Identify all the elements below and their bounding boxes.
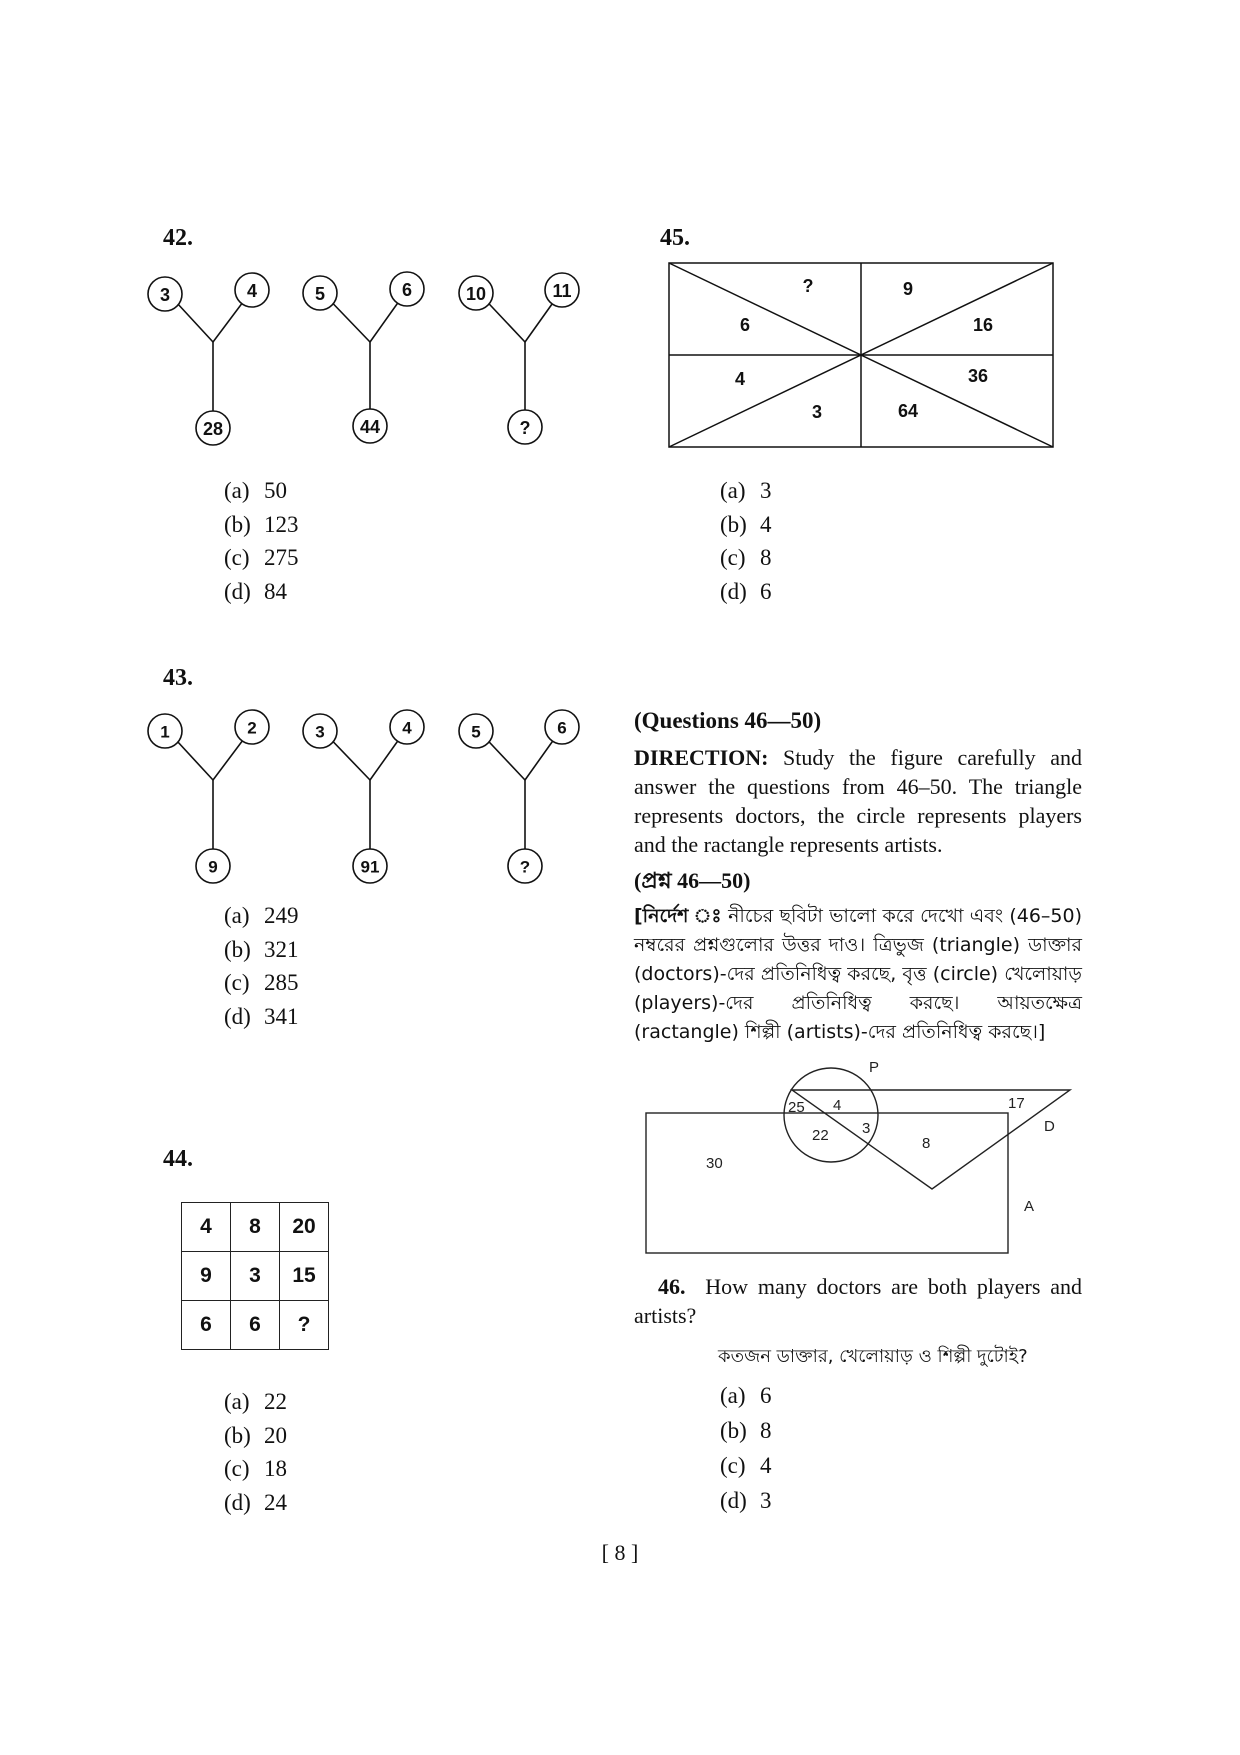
tree-value: 4 <box>246 281 258 301</box>
label-a: A <box>1024 1198 1035 1215</box>
question-46-text: How many doctors are both players and artists? <box>634 1274 1082 1328</box>
option-b[interactable]: (b) 321 <box>224 936 299 962</box>
grid-cell: 6 <box>231 1301 280 1350</box>
venn-figure <box>640 1060 1080 1260</box>
tree-value: 3 <box>315 722 325 742</box>
option-c[interactable]: (c) 18 <box>224 1456 287 1481</box>
region-value: 17 <box>1008 1095 1025 1112</box>
section-heading-bn: (প্রশ্ন 46—50) <box>634 868 751 893</box>
cell-value: 36 <box>967 366 989 386</box>
region-value: 4 <box>833 1097 842 1114</box>
question-42-number: 42. <box>163 225 193 251</box>
option-d[interactable]: (d) 24 <box>224 1489 287 1515</box>
option-c[interactable]: (c) 285 <box>224 970 299 995</box>
grid-cell: 9 <box>182 1252 231 1301</box>
tree-value: 11 <box>552 281 572 301</box>
question-43-figure <box>140 708 600 893</box>
region-value: 25 <box>788 1099 805 1116</box>
option-d[interactable]: (d) 84 <box>224 578 287 604</box>
page-number: [ 8 ] <box>601 1540 639 1565</box>
tree-value: 10 <box>465 284 487 304</box>
option-c[interactable]: (c) 4 <box>720 1453 772 1478</box>
tree-value: 44 <box>359 417 381 437</box>
option-c[interactable]: (c) 8 <box>720 545 772 570</box>
region-value: 3 <box>862 1120 871 1137</box>
direction-bn-text: নীচের ছবিটা ভালো করে দেখো এবং (46–50) নম্বরের প্রশ্নগুলোর উত্তর দাও। ত্রিভুজ (triangle) ডাক্তার (doctors)-দের প্রতিনিধিত্ব করছে, বৃত্ত (circle) খেলোয়াড় (players)-দের প্রতিনিধিত্ব করছে। আয়তক্ষেত্র (ractangle) শিল্পী (artists)-দের প্রতিনিধিত্ব করছে।] <box>634 905 1083 1043</box>
option-b[interactable]: (b) 123 <box>224 511 299 537</box>
tree-value: ? <box>519 857 531 877</box>
option-c[interactable]: (c) 275 <box>224 545 299 570</box>
grid-cell: 8 <box>231 1203 280 1252</box>
label-p: P <box>869 1060 880 1076</box>
option-a[interactable]: (a) 3 <box>720 478 772 503</box>
cell-value: 4 <box>734 369 746 389</box>
tree-value: 3 <box>159 285 171 305</box>
tree-value: 6 <box>401 280 413 300</box>
cell-value: 64 <box>897 401 919 421</box>
option-b[interactable]: (b) 8 <box>720 1418 772 1443</box>
tree-value: 5 <box>314 284 326 304</box>
question-45-number: 45. <box>660 225 690 251</box>
grid-cell: ? <box>280 1301 329 1350</box>
option-d[interactable]: (d) 3 <box>720 1488 772 1513</box>
tree-value: 1 <box>160 722 170 742</box>
question-45-options <box>720 474 772 608</box>
question-43-number: 43. <box>163 665 193 691</box>
tree-value: 2 <box>247 718 257 738</box>
tree-value: 28 <box>202 419 224 439</box>
option-a[interactable]: (a) 50 <box>224 478 287 503</box>
question-46-options <box>720 1378 772 1518</box>
region-value: 22 <box>812 1127 829 1144</box>
region-value: 8 <box>922 1135 931 1152</box>
label-d: D <box>1044 1118 1055 1135</box>
question-42-options <box>224 474 299 608</box>
cell-value: 16 <box>972 315 994 335</box>
option-a[interactable]: (a) 22 <box>224 1389 287 1414</box>
tree-value: 6 <box>557 718 567 738</box>
grid-cell: 15 <box>280 1252 329 1301</box>
question-46 <box>634 1272 1082 1330</box>
tree-value: 9 <box>208 857 218 877</box>
question-46-text-bn: কতজন ডাক্তার, খেলোয়াড় ও শিল্পী দুটোই? <box>718 1346 1028 1367</box>
direction-text: Study the figure carefully and answer the questions from 46–50. The triangle represents doctors, the circle represents players and the ractangle represents artists. <box>634 745 1082 857</box>
option-d[interactable]: (d) 341 <box>224 1003 299 1029</box>
question-44-grid <box>181 1202 329 1350</box>
cell-value: ? <box>802 276 814 296</box>
cell-value: 9 <box>902 279 914 299</box>
grid-cell: 3 <box>231 1252 280 1301</box>
question-42-figure <box>140 270 600 455</box>
cell-value: 3 <box>811 402 823 422</box>
option-b[interactable]: (b) 4 <box>720 511 772 537</box>
question-44-number: 44. <box>163 1146 193 1172</box>
section-heading: (Questions 46—50) <box>634 708 822 733</box>
region-value: 30 <box>706 1155 723 1172</box>
direction-label: DIRECTION: <box>634 745 769 770</box>
tree-value: ? <box>519 418 531 438</box>
tree-value: 4 <box>402 718 412 738</box>
question-45-figure <box>668 262 1058 450</box>
tree-value: 5 <box>471 722 481 742</box>
option-b[interactable]: (b) 20 <box>224 1422 287 1448</box>
question-44-options <box>224 1385 287 1519</box>
section-direction-bn <box>634 902 1082 1047</box>
tree-value: 91 <box>360 857 380 877</box>
grid-cell: 6 <box>182 1301 231 1350</box>
question-43-options <box>224 899 299 1033</box>
cell-value: 6 <box>739 315 751 335</box>
direction-bn-label: [নির্দেশ ঃ <box>634 905 722 927</box>
option-a[interactable]: (a) 6 <box>720 1383 772 1408</box>
option-d[interactable]: (d) 6 <box>720 578 772 604</box>
option-a[interactable]: (a) 249 <box>224 903 299 928</box>
grid-cell: 20 <box>280 1203 329 1252</box>
question-46-number: 46. <box>658 1274 686 1299</box>
grid-cell: 4 <box>182 1203 231 1252</box>
section-direction <box>634 743 1082 859</box>
